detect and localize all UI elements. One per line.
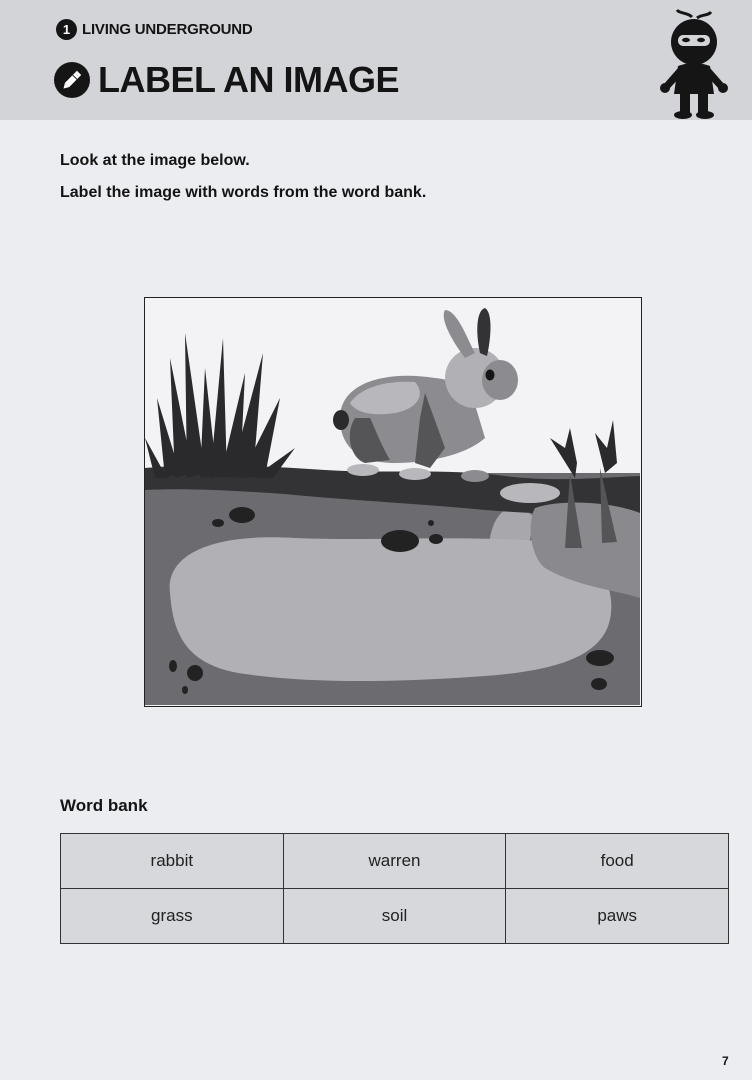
word-bank-cell: paws [506,889,729,944]
page-title-group [54,58,399,102]
page-title: LABEL AN IMAGE [98,59,400,100]
word-bank-cell: warren [283,834,506,889]
page-number: 7 [722,1054,729,1068]
word-bank-row [61,834,729,889]
word-bank-cell: soil [283,889,506,944]
ninja-icon [650,8,735,120]
pencil-icon [54,62,90,98]
word-bank-row [61,889,729,944]
section-title: LIVING UNDERGROUND [82,21,253,38]
instruction-line-1: Look at the image below. [60,152,250,169]
section-tag [56,19,253,40]
word-bank-cell: rabbit [61,834,284,889]
section-number-badge: 1 [56,19,77,40]
rabbit-warren-illustration [144,297,642,707]
word-bank-cell: food [506,834,729,889]
word-bank-heading: Word bank [60,796,148,815]
header-band [0,0,752,120]
word-bank-table [60,833,729,944]
word-bank-cell: grass [61,889,284,944]
instruction-line-2: Label the image with words from the word bank. [60,184,427,201]
